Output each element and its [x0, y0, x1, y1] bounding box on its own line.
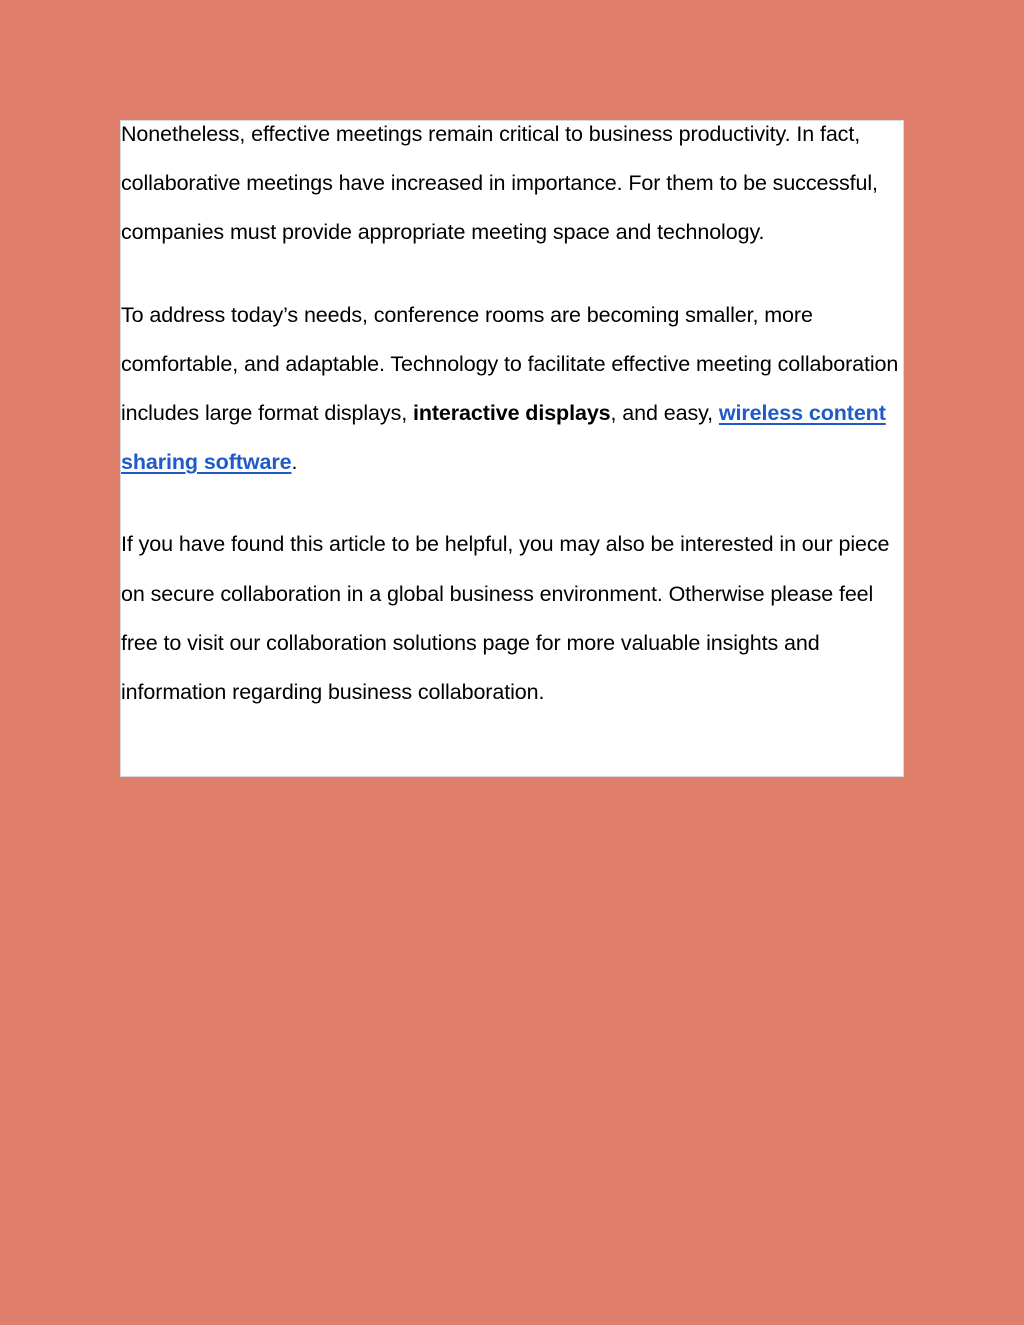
interactive-displays-bold-term: interactive displays: [412, 401, 611, 426]
wireless-content-sharing-software-link[interactable]: wireless content sharing software: [121, 401, 886, 475]
article-paragraph-2: [121, 291, 903, 488]
article-card: [120, 120, 904, 777]
article-paragraph-1: Nonetheless, effective meetings remain critical to business productivity. In fact, collaborative meetings have increased in importance. For them to be successful, companies must provide appropriate meeting space and technology.: [121, 122, 878, 245]
paragraph-2-text-end: .: [291, 450, 298, 475]
paragraph-2-text-middle: , and easy,: [610, 401, 719, 426]
article-paragraph-3: If you have found this article to be helpful, you may also be interested in our piece on secure collaboration in a global business environment. Otherwise please feel free to visit our collaboration solutions page for more valuable insights and information regarding business collaboration.: [121, 532, 890, 705]
paragraph-2-text-start: To address today’s needs, conference rooms are becoming smaller, more comfortable, and adaptable. Technology to facilitate effective meeting collaboration includes large format displays,: [121, 302, 899, 426]
